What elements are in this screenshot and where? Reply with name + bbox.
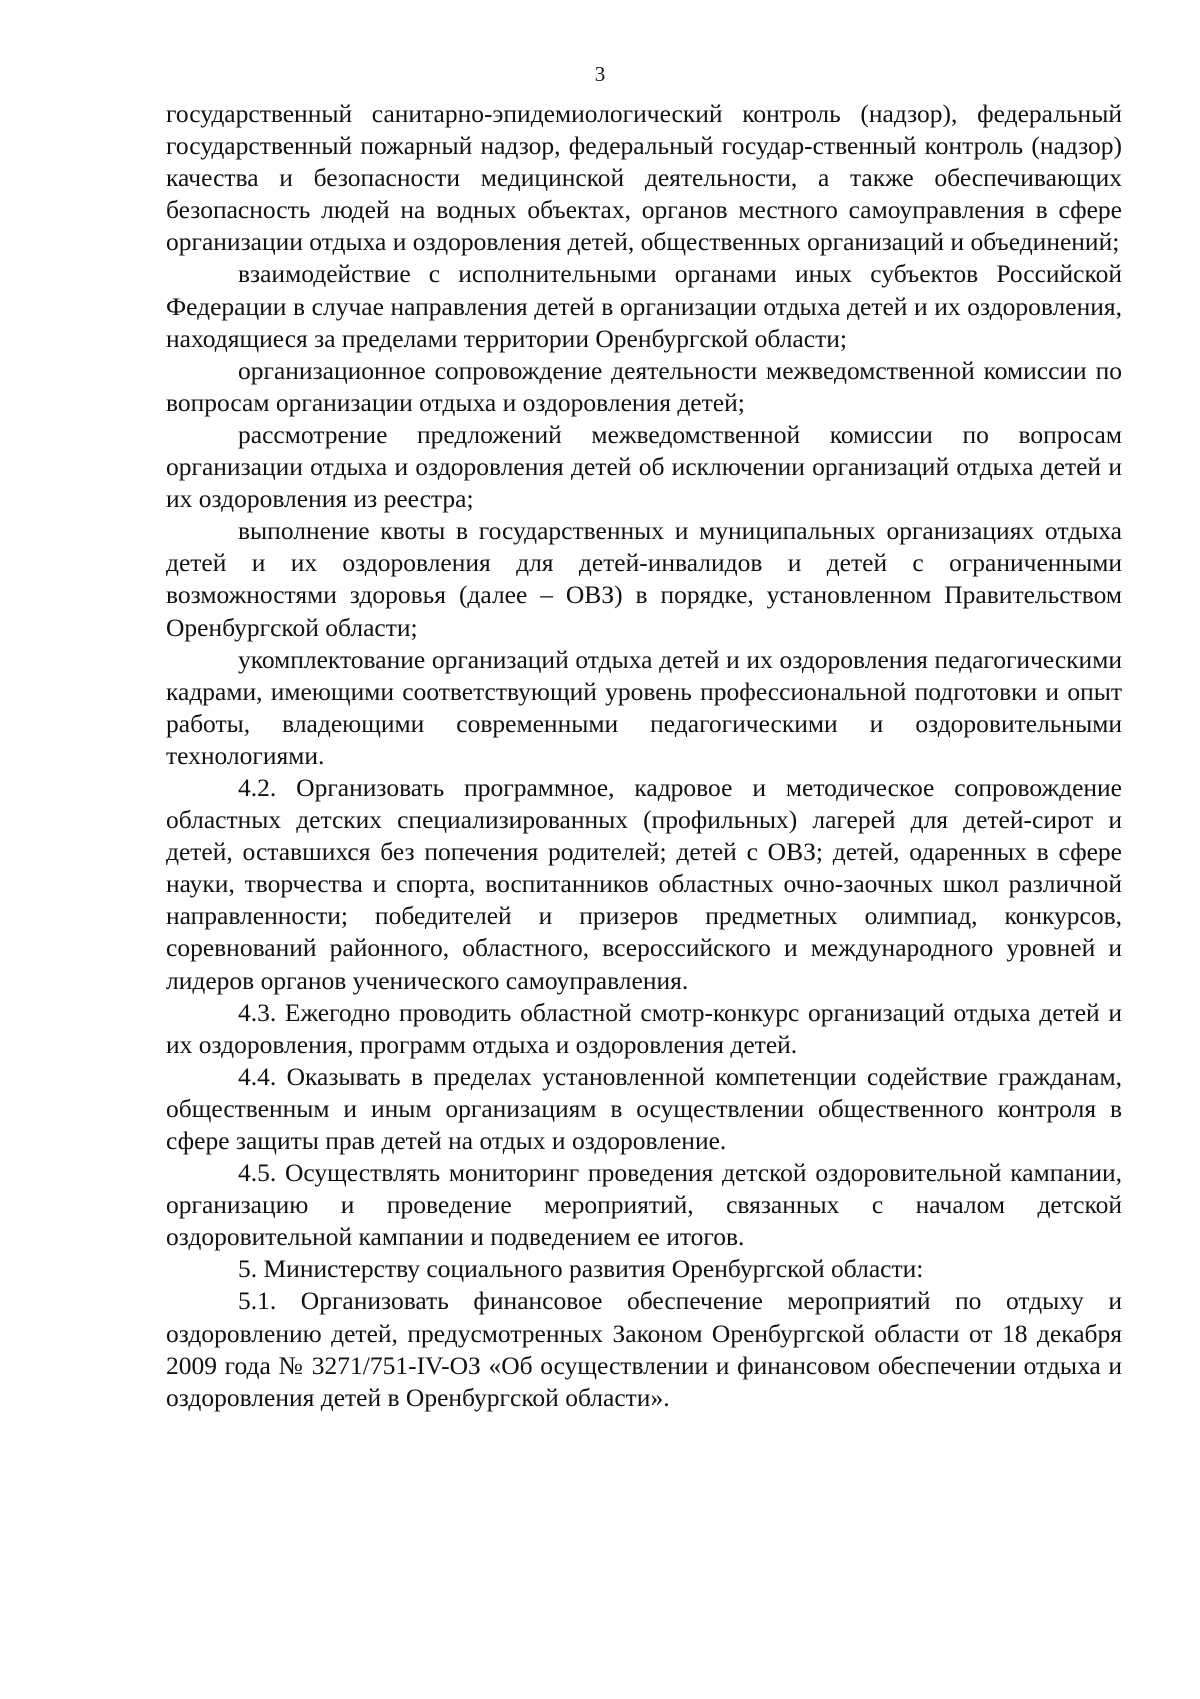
paragraph-interaction-regions: взаимодействие с исполнительными органами иных субъектов Российской Федерации в случае направления детей в организации отдыха детей и их оздоровления, находящиеся за пределами территории Оренбургской области; [166, 259, 1122, 353]
paragraph-commission-support: организационное сопровождение деятельности межведомственной комиссии по вопросам организации отдыха и оздоровления детей; [166, 355, 1122, 417]
paragraph-registry-exclusion: рассмотрение предложений межведомственной комиссии по вопросам организации отдыха и оздоровления детей об исключении организаций отдыха детей и их оздоровления из реестра; [166, 419, 1122, 514]
paragraph-4-4: 4.4. Оказывать в пределах установленной компетенции содействие гражданам, общественным и иным организациям в осуществлении общественного контроля в сфере защиты прав детей на отдых и оздоровление. [166, 1061, 1122, 1155]
document-body [166, 98, 1122, 1414]
paragraph-quota: выполнение квоты в государственных и муниципальных организациях отдыха детей и их оздоровления для детей-инвалидов и детей с ограниченными возможностями здоровья (далее – ОВЗ) в порядке, установленном Правительством Оренбургской области; [166, 516, 1122, 642]
paragraph-continuation: государственный санитарно-эпидемиологический контроль (надзор), федеральный государственный пожарный надзор, федеральный государ-ственный контроль (надзор) качества и безопасности медицинской деятельности, а также обеспечивающих безопасность людей на водных объектах, органов местного самоуправления в сфере организации отдыха и оздоровления детей, общественных организаций и объединений; [166, 99, 1122, 257]
paragraph-5-1: 5.1. Организовать финансовое обеспечение мероприятий по отдыху и оздоровлению детей, предусмотренных Законом Оренбургской области от 18 декабря 2009 года № 3271/751-IV-ОЗ «Об осуществлении и финансовом обеспечении отдыха и оздоровления детей в Оренбургской области». [166, 1286, 1122, 1412]
paragraph-staffing: укомплектование организаций отдыха детей и их оздоровления педагогическими кадрами, имеющими соответствующий уровень профессиональной подготовки и опыт работы, владеющими современными педагогическими и оздоровительными технологиями. [166, 644, 1122, 770]
paragraph-4-3: 4.3. Ежегодно проводить областной смотр-конкурс организаций отдыха детей и их оздоровления, программ отдыха и оздоровления детей. [166, 997, 1122, 1059]
paragraph-4-2: 4.2. Организовать программное, кадровое и методическое сопровождение областных детских специализированных (профильных) лагерей для детей-сирот и детей, оставшихся без попечения родителей; детей с ОВЗ; детей, одаренных в сфере науки, творчества и спорта, воспитанников областных очно-заочных школ различной направленности; победителей и призеров предметных олимпиад, конкурсов, соревнований районного, областного, всероссийского и международного уровней и лидеров органов ученического самоуправления. [166, 772, 1122, 995]
paragraph-4-5: 4.5. Осуществлять мониторинг проведения детской оздоровительной кампании, организацию и проведение мероприятий, связанных с началом детской оздоровительной кампании и подведением ее итогов. [166, 1158, 1122, 1252]
page-number: 3 [594, 62, 606, 86]
paragraph-5: 5. Министерству социального развития Оренбургской области: [238, 1254, 924, 1284]
